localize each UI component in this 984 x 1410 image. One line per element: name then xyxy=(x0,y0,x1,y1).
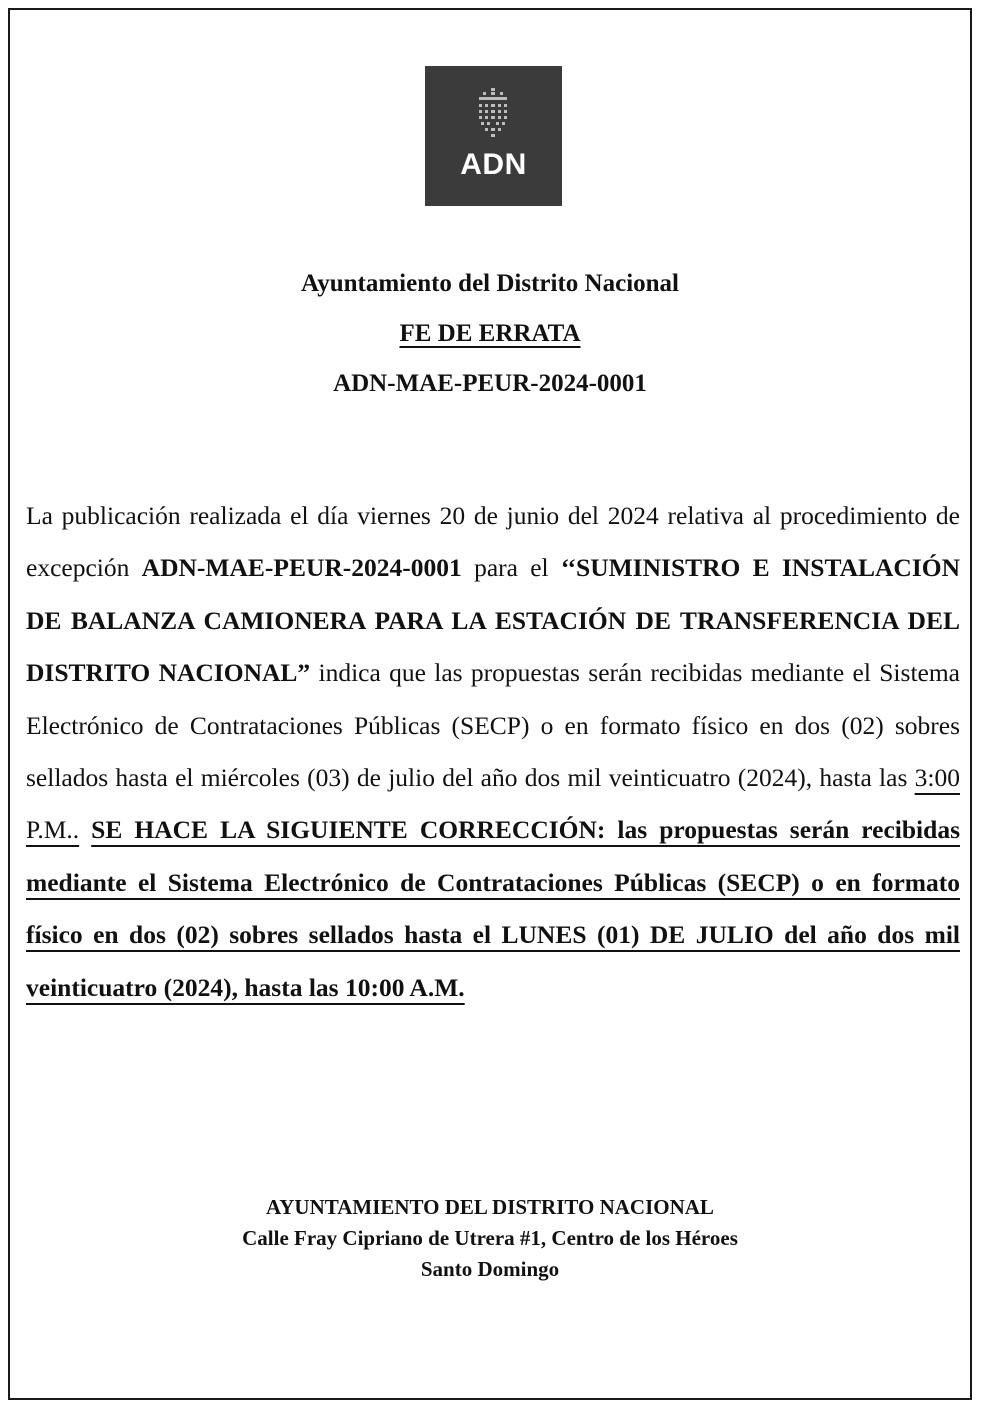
original-time: 3:00 P.M.. xyxy=(26,763,960,845)
institution-heading: Ayuntamiento del Distrito Nacional xyxy=(301,270,679,297)
reference-code: ADN-MAE-PEUR-2024-0001 xyxy=(141,553,462,583)
document-type-text: FE DE ERRATA xyxy=(399,320,581,347)
footer-city: Santo Domingo xyxy=(420,1257,560,1281)
footer-block xyxy=(10,1192,970,1285)
logo-text: ADN xyxy=(460,148,527,181)
correction-text: SE HACE LA SIGUIENTE CORRECCIÓN: las propuestas serán recibidas mediante el Sistema Electrónico de Contrataciones Públicas (SECP) o en formato físico en dos (02) sobres sellados hasta el LUNES (01) DE JULIO del año dos mil veinticuatro (2024), hasta las 10:00 A.M. xyxy=(26,815,960,1002)
footer-address: Calle Fray Cipriano de Utrera #1, Centro de los Héroes xyxy=(242,1226,738,1250)
crown-shield-icon xyxy=(473,88,513,148)
document-type-heading xyxy=(10,319,970,349)
project-title: ‘‘SUMINISTRO E INSTALACIÓN DE BALANZA CAMIONERA PARA LA ESTACIÓN DE TRANSFERENCIA DEL DISTRITO NACIONAL” xyxy=(26,553,961,688)
reference-heading: ADN-MAE-PEUR-2024-0001 xyxy=(333,370,647,397)
para-el-text: para el xyxy=(461,553,561,583)
document-page xyxy=(8,8,972,1400)
original-statement: indica que las propuestas serán recibidas mediante el Sistema Electrónico de Contrataciones Públicas (SECP) o en formato físico en dos (02) sobres sellados hasta el miércoles (03) de julio del año dos mil veinticuatro (2024), hasta las xyxy=(26,658,960,793)
notice-body xyxy=(26,490,960,1014)
footer-institution: AYUNTAMIENTO DEL DISTRITO NACIONAL xyxy=(266,1195,714,1219)
intro-text: La publicación realizada el día viernes 20 de junio del 2024 relativa al procedimiento de excepción xyxy=(26,501,960,583)
adn-logo xyxy=(425,66,562,206)
